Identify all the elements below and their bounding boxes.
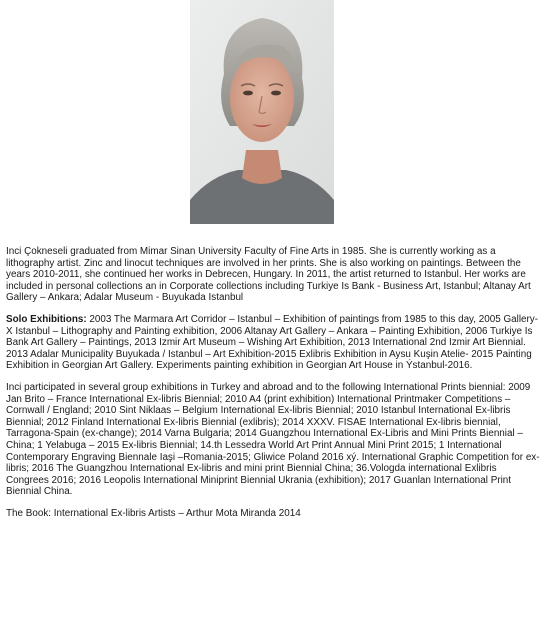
biography-text [6,246,542,519]
solo-exhibitions-text: 2003 The Marmara Art Corridor – Istanbul – Exhibition of paintings from 1985 to this day, 2005 Gallery-X Istanbul – Lithography and Painting exhibition, 2006 Altanay Art Gallery – Ankara – Painting Exhibition, 2006 Turkiye Is Bank Art Gallery – Paintings, 2013 Izmir Art Museum – Wishing Art Exhibition, 2013 International 2nd Izmir Art Biennial. 2013 Adalar Municipality Buyukada / Istanbul – Art Exhibition-2015 Exlibris Exhibition in Aysu Kuşin Atelie- 2015 Painting Exhibition in Georgian Art Gallery. Experiments painting exhibition in Georgian Art House in Ýstanbul-2016. [6,313,539,372]
bio-paragraph: Inci Çokneseli graduated from Mimar Sinan University Faculty of Fine Arts in 1985. She is currently working as a lithography artist. Zinc and linocut techniques are involved in her prints. She is also working on paintings. Between the years 2010-2011, she continued her works in Debrecen, Hungary. In 2011, the artist returned to Istanbul. Her works are included in personal collections an in Corporate collections including Turkiye Is Bank - Business Art, Istanbul; Altanay Art Gallery – Ankara; Adalar Museum - Buyukada Istanbul [6,246,531,304]
artist-portrait [190,0,334,224]
portrait-photo [190,0,334,224]
solo-exhibitions-label: Solo Exhibitions: [6,313,87,325]
solo-exhibitions-paragraph [6,314,542,372]
book-reference: The Book: International Ex-libris Artists – Arthur Mota Miranda 2014 [6,507,301,519]
group-exhibitions-paragraph: Inci participated in several group exhibitions in Turkey and abroad and to the following International Prints biennial: 2009 Jan Brito – France International Ex-libris Biennial; 2010 A4 (print exhibition) International Printmaker Competitions – Cornwall / England; 2010 Sint Niklaas – Belgium International Ex-libris Biennial; 2010 Istanbul International Ex-libris Biennial; 2012 Finland International Ex-libris Biennial (exlibris); 2014 XXXV. FISAE International Ex-libris biennial, Tarragona-Spain (ex-change); 2014 Varna Bulgaria; 2014 Guangzhou International Ex-Libris and Mini Prints Biennial –China; 1 Yelabuga – 2015 Ex-libris Biennial; 14.th Lessedra World Art Print Annual Mini Print 2015; 1 International Contemporary Engraving Biennale Iaşi –Romania-2015; Gliwice Poland 2016 xý. International Graphic Competition for ex-libris; 2016 The Guangzhou International Ex-libris and mini print Biennial China; 36.Vologda international Exlibris Congrees 2016; 2016 Leopolis International Miniprint Biennial Ukrania (exhibition); 2017 Guanlan International Print Biennial China. [6,381,540,498]
